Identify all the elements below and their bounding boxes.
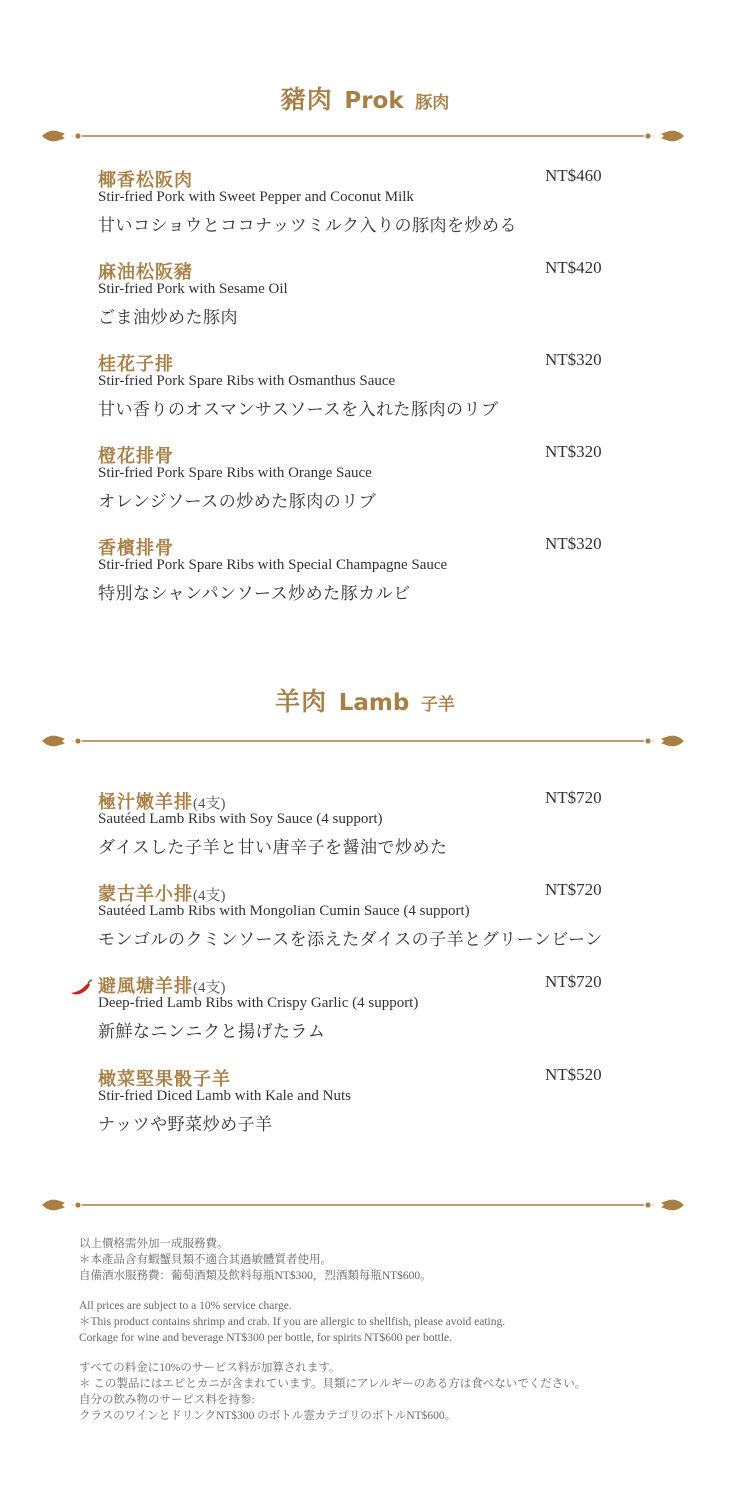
dish-name-en: Stir-fried Pork with Sesame Oil <box>98 281 288 297</box>
dish-name-zh: 橄菜堅果骰子羊 <box>98 1069 231 1089</box>
dish-qty: (4支) <box>193 888 226 904</box>
notes-en <box>79 1298 689 1346</box>
dish-price: NT$320 <box>545 350 602 369</box>
dish-name-zh: 椰香松阪肉 <box>98 170 193 190</box>
section-title-en: Lamb <box>338 690 410 716</box>
dish-name-jp: 甘いコショウとココナッツミルク入りの豚肉を炒める <box>98 216 517 235</box>
section-title-jp: 子羊 <box>420 695 455 715</box>
section-title-jp: 豚肉 <box>415 93 450 113</box>
chili-pepper-icon <box>68 978 94 996</box>
dish-name-jp: 特別なシャンパンソース炒めた豚カルビ <box>98 584 411 603</box>
note-line: 自分の飲み物のサービス料を持参: <box>79 1394 255 1406</box>
footer-notes <box>79 1236 689 1438</box>
dish-name-zh: 香檳排骨 <box>98 538 174 558</box>
dish-name-en: Stir-fried Diced Lamb with Kale and Nuts <box>98 1088 351 1104</box>
dish-name-en: Stir-fried Pork Spare Ribs with Special Champagne Sauce <box>98 557 448 573</box>
dish-price: NT$720 <box>545 880 602 899</box>
section-title-lamb <box>0 682 730 718</box>
note-line: ＊ この製品にはエビとカニが含まれています。貝類にアレルギーのある方は食べないでください。 <box>79 1378 587 1390</box>
dish-name-zh: 麻油松阪豬 <box>98 262 193 282</box>
ornamental-divider-icon <box>40 126 686 146</box>
dish-name-zh: 避風塘羊排(4支) <box>98 976 226 996</box>
dish-name-en: Stir-fried Pork with Sweet Pepper and Coconut Milk <box>98 189 414 205</box>
section-title-zh: 羊肉 <box>275 687 328 716</box>
dish-qty: (4支) <box>193 980 226 996</box>
dish-name-jp: 新鮮なニンニクと揚げたラム <box>98 1022 326 1041</box>
dish-price: NT$320 <box>545 534 602 553</box>
dish-name-en: Sautéed Lamb Ribs with Mongolian Cumin Sauce (4 support) <box>98 903 470 919</box>
dish-price: NT$720 <box>545 788 602 807</box>
section-title-en: Prok <box>344 88 404 114</box>
dish-name-zh: 蒙古羊小排(4支) <box>98 884 226 904</box>
dish-price: NT$460 <box>545 166 602 185</box>
dish-name-zh: 桂花子排 <box>98 354 174 374</box>
dish-name-zh: 橙花排骨 <box>98 446 174 466</box>
dish-name-jp: モンゴルのクミンソースを添えたダイスの子羊とグリーンビーン <box>98 930 603 949</box>
note-line: クラスのワインとドリンクNT$300 のボトル霊カテゴリのボトルNT$600。 <box>79 1410 457 1422</box>
notes-zh <box>79 1236 689 1284</box>
dish-name-en: Sautéed Lamb Ribs with Soy Sauce (4 support) <box>98 811 383 827</box>
note-line: ＊This product contains shrimp and crab. If you are allergic to shellfish, please avoid eating. <box>79 1316 506 1328</box>
ornamental-divider-icon <box>40 731 686 751</box>
section-title-zh: 豬肉 <box>280 85 333 114</box>
dish-qty: (4支) <box>193 796 226 812</box>
dish-name-jp: ダイスした子羊と甘い唐辛子を醤油で炒めた <box>98 838 448 857</box>
dish-price: NT$320 <box>545 442 602 461</box>
dish-name-zh: 極汁嫩羊排(4支) <box>98 792 226 812</box>
section-title-pork <box>0 80 730 116</box>
note-line: 以上價格需外加一成服務費。 <box>79 1238 229 1250</box>
dish-name-en: Deep-fried Lamb Ribs with Crispy Garlic (4 support) <box>98 995 419 1011</box>
note-line: All prices are subject to a 10% service charge. <box>79 1300 292 1312</box>
dish-name-en: Stir-fried Pork Spare Ribs with Orange Sauce <box>98 465 372 481</box>
dish-price: NT$720 <box>545 972 602 991</box>
dish-name-jp: 甘い香りのオスマンサスソースを入れた豚肉のリブ <box>98 400 499 419</box>
note-line: 自備酒水服務費：葡萄酒類及飲料每瓶NT$300，烈酒類每瓶NT$600。 <box>79 1270 432 1282</box>
note-line: ＊本產品含有蝦蟹貝類不適合其過敏體質者使用。 <box>79 1254 332 1266</box>
dish-name-jp: オレンジソースの炒めた豚肉のリブ <box>98 492 377 511</box>
dish-price: NT$520 <box>545 1065 602 1084</box>
dish-name-en: Stir-fried Pork Spare Ribs with Osmanthus Sauce <box>98 373 396 389</box>
note-line: Corkage for wine and beverage NT$300 per bottle, for spirits NT$600 per bottle. <box>79 1332 453 1344</box>
notes-jp <box>79 1360 689 1424</box>
dish-price: NT$420 <box>545 258 602 277</box>
dish-name-jp: ナッツや野菜炒め子羊 <box>98 1115 273 1134</box>
note-line: すべての料金に10%のサービス料が加算されます。 <box>79 1362 341 1374</box>
ornamental-divider-icon <box>40 1195 686 1215</box>
dish-name-jp: ごま油炒めた豚肉 <box>98 308 238 327</box>
